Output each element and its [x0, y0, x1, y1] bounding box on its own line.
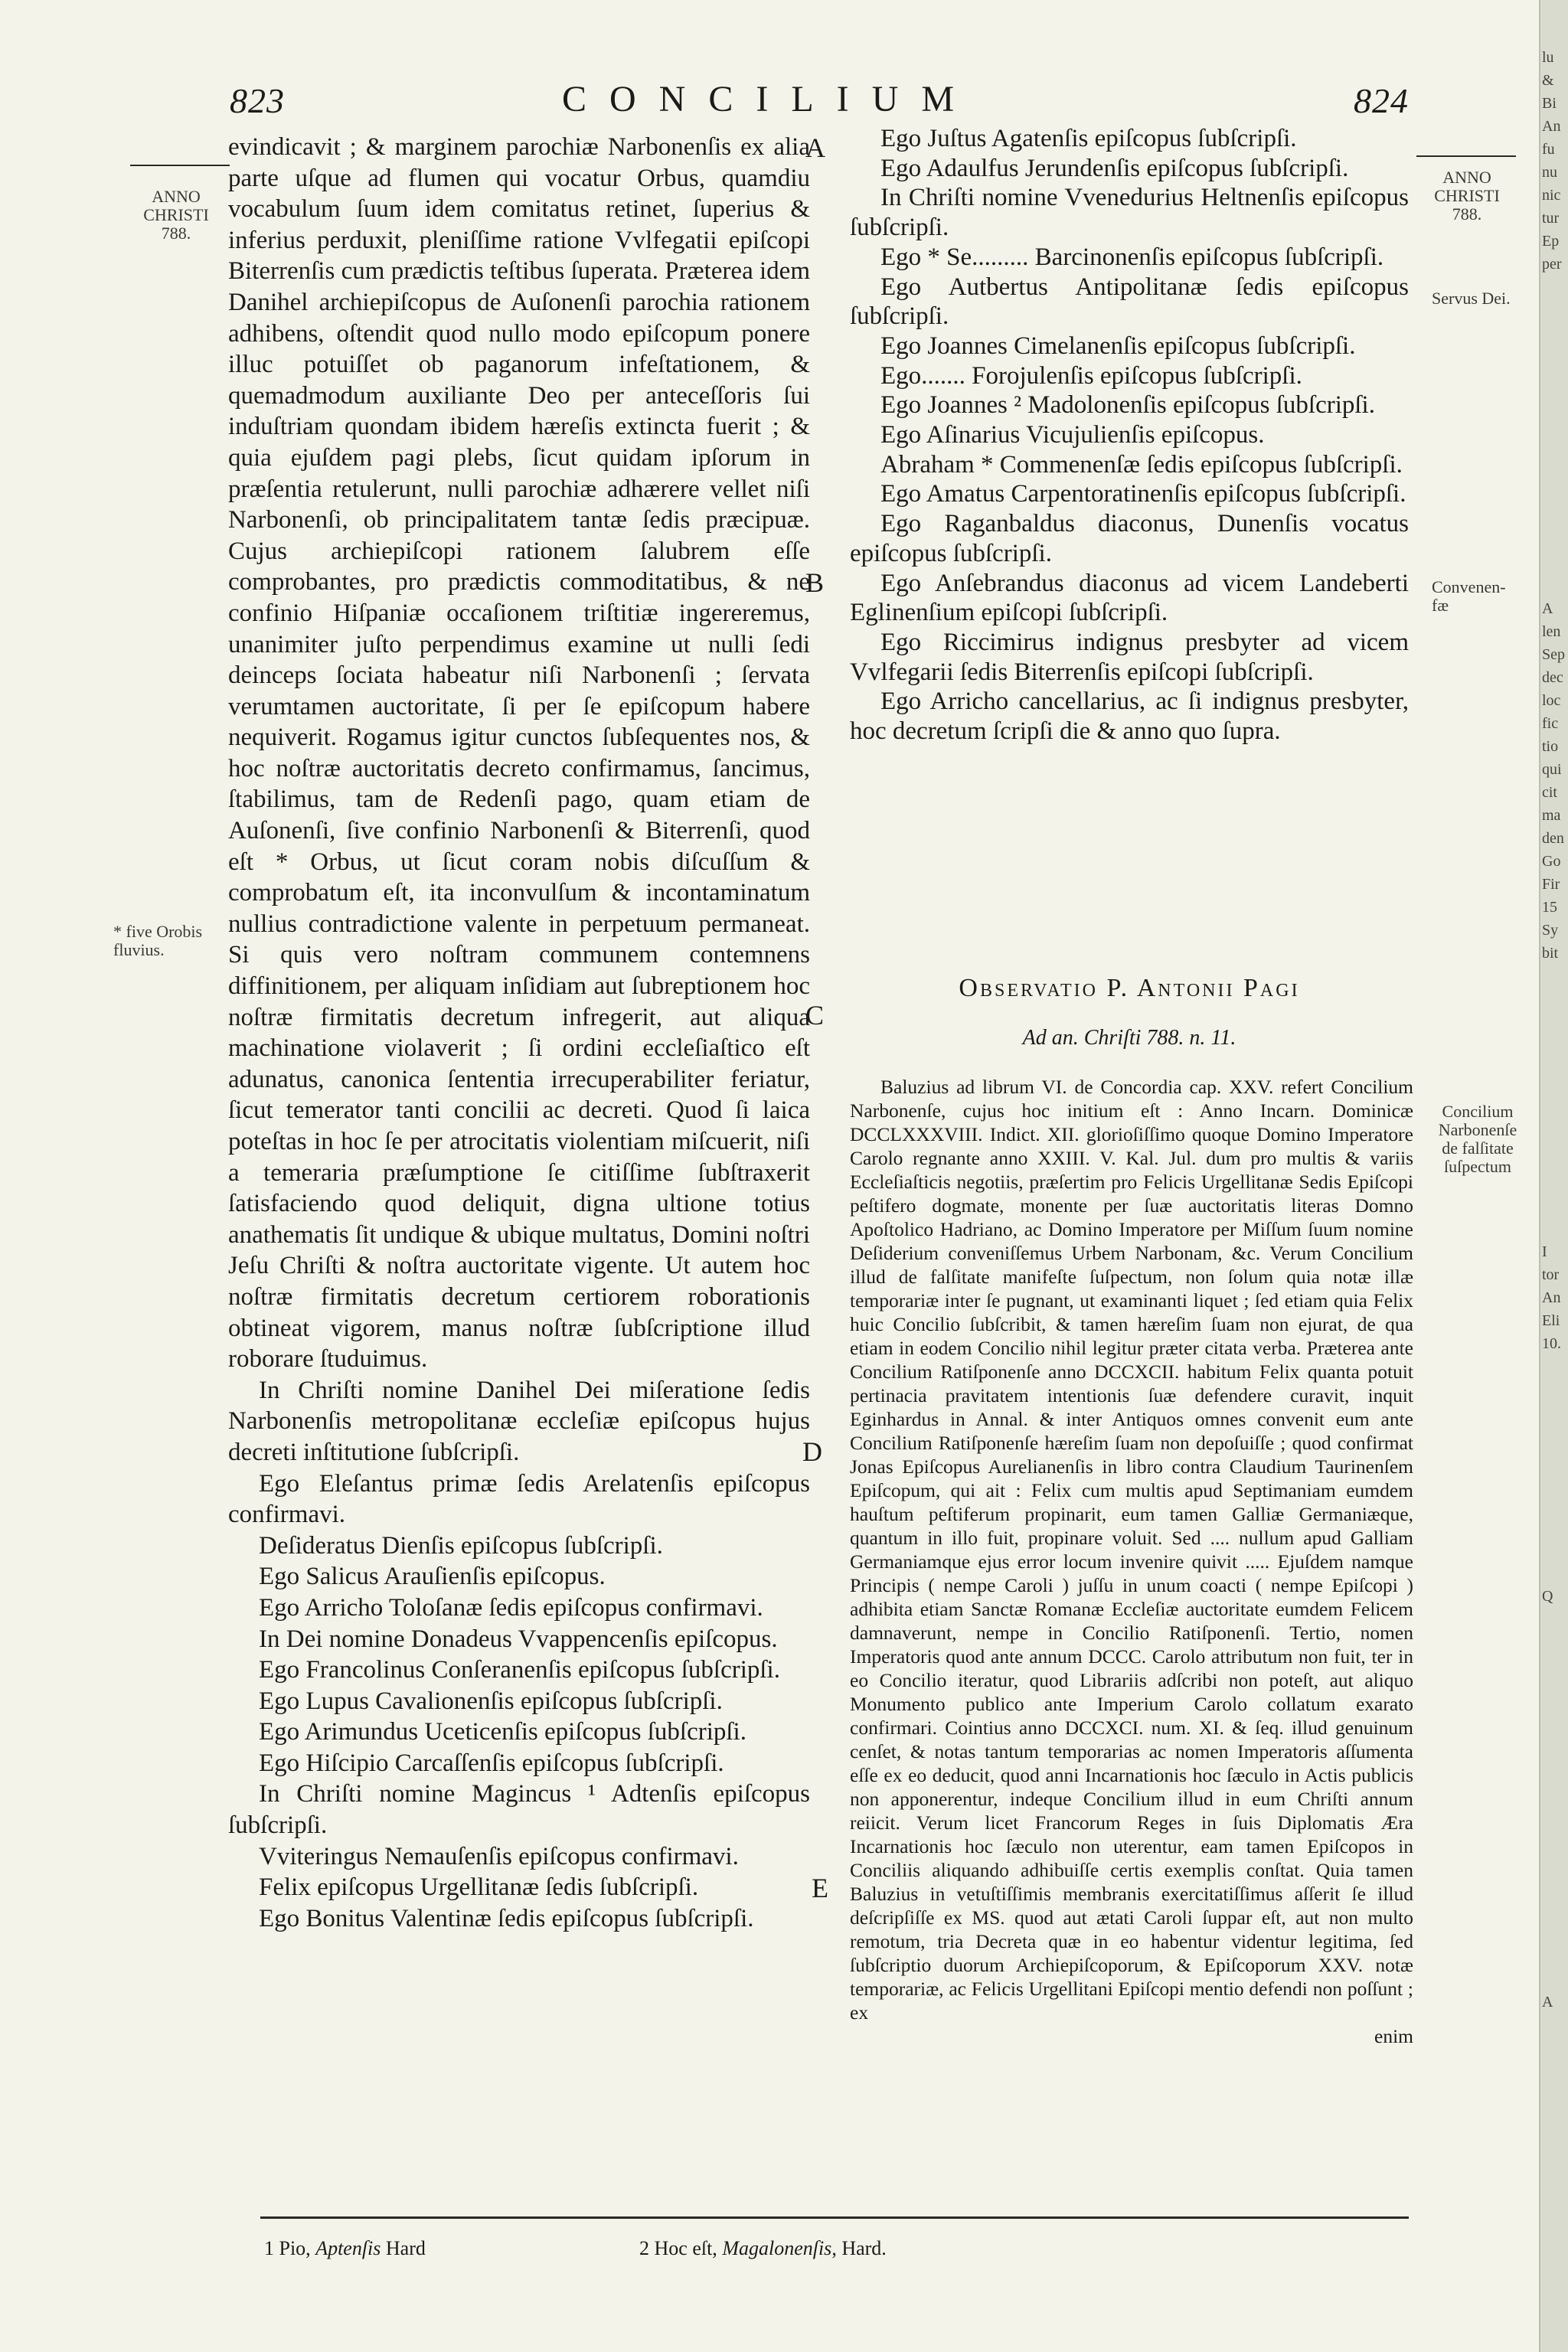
signature-line: Ego Hiſcipio Carcaſſenſis epiſcopus ſubſcripſi. [259, 1749, 724, 1777]
signature-line: Vviteringus Nemauſenſis epiſcopus confirmavi. [259, 1842, 739, 1870]
decree-text: evindicavit ; & marginem parochiæ Narbonenſis ex alia parte uſque ad flumen qui vocatur Orbus, quamdiu vocabulum ſuum idem comitatus retinet, ſuperius & inferius perduxit, pleniſſime ratione Vvlfegatii epiſcopi Biterrenſis cum prædictis teſtibus ſuperata. Præterea idem Danihel archiepiſcopus de Auſonenſi parochia rationem adhibens, oſtendit quod nullo modo epiſcopum ponere illuc potuiſſet ob paganorum infeſtationem, & quemadmodum auxiliante Deo per anteceſſoris ſui induſtriam quondam ibidem hæreſis extincta fuerit ; & quia ejuſdem pagi plebs, ſicut quidam ipſorum in præſentia retulerunt, nulli parochiæ adhærere vellet niſi Narbonenſi, ob principalitatem tantæ ſedis præcipuæ. Cujus archiepiſcopi rationem ſalubrem eſſe comprobantes, pro prædictis commoditatibus, & ne confinio Hiſpaniæ occaſionem triſtitiæ ingereremus, unanimiter juſto perpendimus examine ut nulli ſedi deinceps ſociata habeatur niſi Narbonenſi ; ſervata verumtamen auctoritate, ſi per ſe epiſcopum habere nequiverit. Rogamus igitur cunctos ſubſequentes nos, & hoc noſtræ auctoritatis decreto confirmamus, ſancimus, ſtabilimus, tam de Redenſi pago, quam etiam de Auſonenſi, ſive confinio Narbonenſi & Biterrenſi, quod eſt * Orbus, ut ſicut coram nobis diſcuſſum & comprobatum eſt, ita inconvulſum & incontaminatum nullius contradictione valente in perpetuum permaneat. Si quis vero noſtram communem contemnens diffinitionem, per aliquam inſidiam aut ſubreptionem hoc noſtræ firmitatis decretum infregerit, aut aliqua machinatione violaverit ; ſi ordini eccleſiaſtico eſt adunatus, canonica ſententia irrecuperabiliter feriatur, ſicut temerator tanti concilii ac decreti. Quod ſi laica poteſtas in hoc ſe per atrocitatis violentiam miſcuerit, niſi a temeraria præſumptione ſe citiſſime ſubſtraxerit ſatisfaciendo quod deliquit, digna ultione totius anathematis ſit undique & ubique multatus, Domini noſtri Jeſu Chriſti & noſtra auctoritate vigente. Ut autem hoc noſtræ firmitatis decretum certiorem roborationis obtineat vigorem, manus noſtræ ſubſcriptione illud roborare ſtuduimus. [228, 133, 810, 1374]
page-number-left: 823 [230, 81, 285, 120]
catchword: enim [1374, 2025, 1413, 2047]
section-letter-b: B [805, 567, 825, 598]
signature-line: Ego Adaulfus Jerundenſis epiſcopus ſubſcripſi. [880, 154, 1349, 182]
signature-line: In Chriſti nomine Vvenedurius Heltnenſis epiſcopus ſubſcripſi. [850, 184, 1409, 242]
edge-fragment: tur [1542, 210, 1560, 227]
observatio-text: Baluzius ad librum VI. de Concordia cap. XXV. refert Concilium Narbonenſe, cujus hoc initium eſt : Anno Incarn. Dominicæ DCCLXXXVIII. Indict. XII. glorioſiſſimo quoque Domino Imperatore Carolo regnante anno XXIII. V. Kal. Jul. dum pro multis & variis Eccleſiaſticis negotiis, præſertim pro Felicis Urgellitanæ Sedis Epiſcopi peſtifero dogmate, monente per ſuæ auctoritatis literas Domno Apoſtolico Hadriano, ac Domino Imperatore per Miſſum ſuum nomine Deſiderium conveniſſemus Urbem Narbonam, &c. Verum Concilium illud de falſitate manifeſte ſuſpectum, non ſolum quia notæ illæ temporariæ inter ſe pugnant, ut examinanti liquet ; ſed etiam quia Felix huic Concilio ſubſcribit, & tamen hæreſim ſuam non ejurat, de qua etiam in eodem Concilio nihil legitur præter citata verba. Præterea ante Concilium Ratiſponenſe anno DCCXCII. habitum Felix quanta potuit pertinacia pravitatem intentionis ſuæ defendere curavit, inquit Eginhardus in Annal. & inter Antiquos omnes convenit eum ante Concilium Ratiſponenſe hæreſim ſuam non depoſuiſſe ; quod confirmat Jonas Epiſcopus Aurelianenſis in libro contra Claudium Taurinenſem Epiſcopum, qui ait : Felix cum multis apud Septimaniam eumdem hauſtum peſtiferum propinarit, eum tamen Galliæ Germaniæque, quantum in illo fuit, propinare voluit. Sed .... nullum apud Galliam Germaniamque ejus error locum invenire quivit ..... Ejuſdem namque Principis ( nempe Caroli ) juſſu in unum coacti ( nempe Epiſcopi ) adhibita etiam Sanctæ Romanæ Eccleſiæ auctoritate eumdem Felicem damnaverunt, nempe in Concilio Ratiſponenſi. Tertio, nomen Imperatoris quod ante annum DCCC. Carolo attributum non fuit, ter in eo Concilio iteratur, quod Librariis adſcribi non poteſt, aut aliquo Monumento publico ante Imperium Carolo collatum exarato confirmari. Cointius anno DCCXCI. num. XI. & ſeq. illud genuinum cenſet, & notas tantum temporarias ac nomen Imperatoris aſſumenta eſſe ex eo deducit, quod anni Incarnationis hoc ſæculo in Actis publicis non apponerentur, indeque Concilium illud in eum Chriſti annum reiicit. Verum licet Francorum Reges in ſuis Diplomatis Æra Incarnationis hoc ſæculo non uterentur, eam tamen Epiſcopos in Conciliis aliquando adhibuiſſe certis exemplis conſtat. Quia tamen Baluzius in vetuſtiſſimis membranis exercitatiſſimus aſſerit ſe illud deſcripſiſſe ex MS. quod aut ætati Caroli ſuppar eſt, aut non multo remotum, tria Decreta quæ in eo habentur videntur legitima, ſed ſubſcriptio duorum Archiepiſcoporum, & Epiſcoporum XXV. notæ temporariæ, ac Felicis Urgellitani Epiſcopi mentio defendi non poſſunt ; ex [850, 1076, 1413, 2024]
signature-line: Ego Juſtus Agatenſis epiſcopus ſubſcripſi. [880, 125, 1297, 152]
edge-fragment: Eli [1542, 1312, 1560, 1329]
orobis-note [113, 923, 228, 959]
christi-label: CHRISTI [1434, 186, 1500, 205]
note-line: Concilium [1442, 1102, 1514, 1121]
signature-line: Ego Riccimirus indignus presbyter ad vicem Vvlfegarii ſedis Biterrenſis epiſcopi ſubſcripſi. [850, 628, 1409, 686]
signature-line: Ego Raganbaldus diaconus, Dunenſis vocatus epiſcopus ſubſcripſi. [850, 510, 1409, 567]
edge-fragment: A [1542, 600, 1553, 617]
section-letter-e: E [812, 1873, 828, 1903]
edge-fragment: dec [1542, 669, 1563, 686]
anno-note-right [1413, 168, 1521, 224]
edge-fragment: ma [1542, 807, 1561, 824]
edge-fragment: A [1542, 1994, 1553, 2011]
observatio-subheading: Ad an. Chriſti 788. n. 11. [1022, 1026, 1236, 1050]
edge-fragment: tio [1542, 738, 1559, 755]
signature-line: Ego Eleſantus primæ ſedis Arelatenſis epiſcopus confirmavi. [228, 1469, 810, 1529]
observatio-heading: Observatio P. Antonii Pagi [959, 974, 1300, 1002]
edge-fragment: cit [1542, 784, 1557, 801]
footnote-2 [639, 2237, 887, 2260]
edge-fragment: len [1542, 623, 1561, 640]
page-title: CONCILIUM [562, 79, 977, 119]
edge-fragment: 15 [1542, 899, 1557, 916]
note-line: Narbonenſe [1438, 1120, 1517, 1139]
edge-fragment: Sy [1542, 922, 1559, 939]
edge-fragment: & [1542, 72, 1554, 89]
page-number-right: 824 [1354, 81, 1409, 120]
christi-label: CHRISTI [143, 205, 209, 224]
footnote-number: 1 Pio, [264, 2237, 311, 2259]
edge-fragment: bit [1542, 945, 1559, 962]
footnote-italic: Aptenſis [315, 2237, 381, 2259]
note-line: fæ [1432, 596, 1449, 615]
edge-fragment: Sep [1542, 646, 1565, 663]
year-label: 788. [1452, 204, 1482, 224]
signature-line: Ego Aſinarius Vicujulienſis epiſcopus. [880, 421, 1265, 449]
edge-fragment: Bi [1542, 95, 1557, 112]
signature-line: Ego Joannes Cimelanenſis epiſcopus ſubſcripſi. [880, 332, 1356, 360]
edge-fragment: Go [1542, 853, 1561, 870]
note-line: ſuſpectum [1444, 1157, 1511, 1176]
signature-line: Ego Lupus Cavalionenſis epiſcopus ſubſcripſi. [259, 1687, 723, 1715]
edge-fragment: An [1542, 1289, 1561, 1306]
edge-fragment: fic [1542, 715, 1559, 732]
edge-fragment: den [1542, 830, 1564, 847]
edge-fragment: per [1542, 256, 1562, 273]
section-letter-c: C [805, 1000, 825, 1031]
edge-fragment: qui [1542, 761, 1562, 778]
edge-fragment: tor [1542, 1266, 1560, 1283]
section-letter-d: D [802, 1436, 822, 1467]
right-column [850, 124, 1409, 746]
edge-fragment: Ep [1542, 233, 1560, 250]
concilium-note [1424, 1102, 1531, 1176]
signature-line: In Chriſti nomine Magincus ¹ Adtenſis epiſcopus ſubſcripſi. [228, 1780, 810, 1840]
anno-label: ANNO [1442, 168, 1491, 187]
left-column [228, 132, 810, 1934]
edge-fragment: nu [1542, 164, 1557, 181]
signature-line: Ego....... Forojulenſis epiſcopus ſubſcripſi. [880, 361, 1302, 390]
edge-fragment: 10. [1542, 1335, 1561, 1352]
signature-line: Felix epiſcopus Urgellitanæ ſedis ſubſcripſi. [259, 1873, 699, 1902]
signature-line: Ego Amatus Carpentoratinenſis epiſcopus ſubſcripſi. [880, 480, 1406, 508]
signature-line: Ego Arricho Toloſanæ ſedis epiſcopus confirmavi. [259, 1593, 763, 1622]
note-line: * five Orobis [113, 922, 203, 941]
signature-line: Ego Bonitus Valentinæ ſedis epiſcopus ſubſcripſi. [259, 1904, 754, 1932]
anno-note-left [122, 188, 230, 243]
edge-fragment: loc [1542, 692, 1561, 709]
edge-fragment: Fir [1542, 876, 1560, 893]
signature-line: Ego Arimundus Uceticenſis epiſcopus ſubſcripſi. [259, 1718, 746, 1746]
footnote-1 [264, 2237, 426, 2260]
observatio-body [850, 1075, 1413, 2048]
anno-label: ANNO [152, 187, 201, 206]
footnote-source: , Hard. [831, 2237, 887, 2259]
signature-line: Ego Anſebrandus diaconus ad vicem Landeberti Eglinenſium epiſcopi ſubſcripſi. [850, 569, 1409, 627]
signature-line: Ego * Se......... Barcinonenſis epiſcopus ſubſcripſi. [880, 243, 1384, 271]
edge-fragment: Q [1542, 1588, 1553, 1605]
signature-line: Ego Autbertus Antipolitanæ ſedis epiſcopus ſubſcripſi. [850, 273, 1409, 331]
convenen-note [1432, 578, 1539, 615]
footnote-rule [260, 2216, 1409, 2219]
signature-line: Ego Salicus Arauſienſis epiſcopus. [259, 1563, 606, 1591]
note-line: fluvius. [113, 940, 165, 959]
footnote-number: 2 Hoc eſt, [639, 2237, 717, 2259]
footnote-italic: Magalonenſis [722, 2237, 832, 2259]
note-line: Convenen- [1432, 577, 1506, 596]
section-letter-a: A [805, 132, 825, 163]
edge-fragment: nic [1542, 187, 1561, 204]
edge-fragment: I [1542, 1243, 1547, 1260]
edge-fragment: An [1542, 118, 1561, 135]
year-label: 788. [161, 224, 191, 243]
signature-line: Ego Joannes ² Madolonenſis epiſcopus ſubſcripſi. [880, 391, 1375, 420]
footnote-source: Hard [385, 2237, 426, 2259]
signature-line: Deſideratus Dienſis epiſcopus ſubſcripſi. [259, 1531, 663, 1560]
signature-line: Ego Arricho cancellarius, ac ſi indignus presbyter, hoc decretum ſcripſi die & anno quo ſupra. [850, 688, 1409, 746]
next-page-fragments [1542, 0, 1568, 2352]
signature-line: In Dei nomine Donadeus Vvappencenſis epiſcopus. [259, 1625, 778, 1653]
margin-rule-left [130, 165, 230, 166]
signature-line: Abraham * Commenenſæ ſedis epiſcopus ſubſcripſi. [880, 450, 1403, 479]
note-line: de falſitate [1442, 1138, 1514, 1158]
signature-line: Ego Francolinus Conſeranenſis epiſcopus ſubſcripſi. [259, 1656, 780, 1684]
edge-fragment: lu [1542, 49, 1554, 66]
signature-line: In Chriſti nomine Danihel Dei miſeratione ſedis Narbonenſis metropolitanæ eccleſiæ epiſcopus hujus decreti inſtitutione ſubſcripſi. [228, 1376, 810, 1466]
edge-fragment: fu [1542, 141, 1555, 158]
margin-rule-right [1416, 155, 1516, 157]
servus-note: Servus Dei. [1432, 289, 1511, 308]
